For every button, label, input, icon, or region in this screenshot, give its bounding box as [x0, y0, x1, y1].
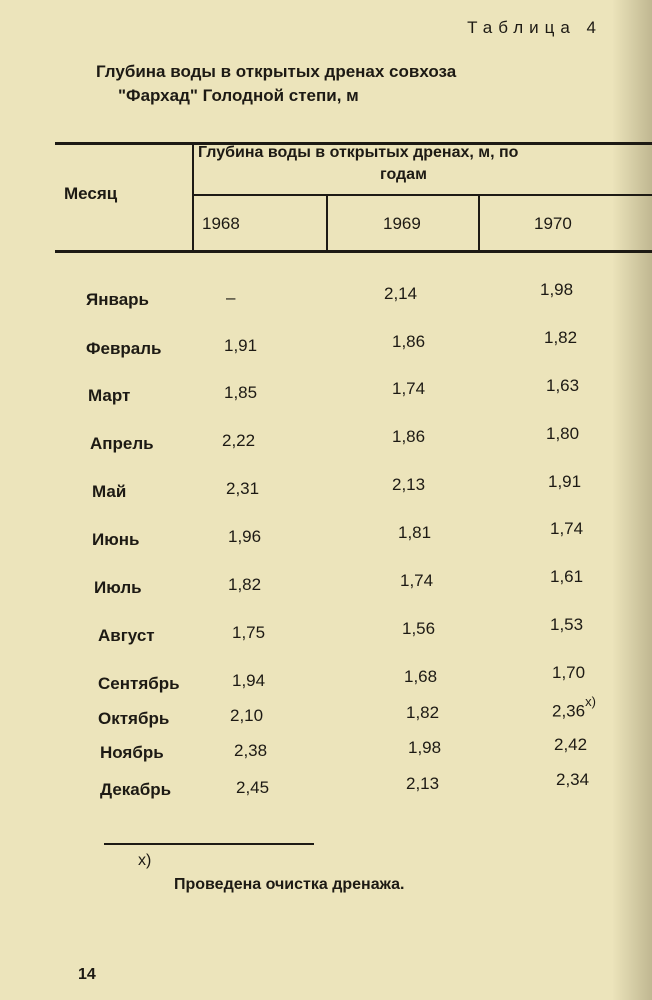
row-month: Февраль	[86, 339, 162, 358]
cell-1968: 2,31	[226, 479, 260, 498]
cell-1968: 1,75	[232, 623, 266, 642]
cell-1970: 1,61	[550, 567, 584, 586]
row-month: Декабрь	[100, 780, 172, 799]
cell-1969: 1,82	[406, 703, 440, 722]
cell-1970-value: 2,36	[552, 701, 586, 721]
cell-1969: 1,74	[392, 379, 426, 398]
row-month: Ноябрь	[100, 743, 164, 762]
cell-1968: 1,91	[224, 336, 258, 355]
cell-1969: 2,13	[392, 475, 426, 494]
cell-1968: 2,22	[222, 431, 256, 450]
row-month: Сентябрь	[98, 674, 180, 693]
cell-1969: 1,56	[402, 619, 436, 638]
month-column-separator	[192, 142, 194, 252]
cell-1968: 1,82	[228, 575, 262, 594]
footnote-text: Проведена очистка дренажа.	[174, 876, 405, 893]
header-bottom-rule	[55, 250, 652, 253]
page-edge-shadow	[612, 0, 652, 1000]
cell-1970: 1,80	[546, 424, 580, 443]
cell-1968: 1,96	[228, 527, 262, 546]
cell-1969: 2,14	[384, 284, 418, 303]
cell-1970: 1,82	[544, 328, 578, 347]
table-caption-line-1: Глубина воды в открытых дренах совхоза	[96, 62, 457, 81]
row-month: Март	[88, 386, 131, 405]
cell-1969: 1,86	[392, 332, 426, 351]
cell-1968: –	[226, 288, 236, 307]
row-month: Январь	[86, 290, 150, 309]
cell-1969: 2,13	[406, 774, 440, 793]
year-header-1969: 1969	[383, 214, 421, 233]
year-column-separator-1	[326, 196, 328, 252]
cell-1970: 1,74	[550, 519, 584, 538]
cell-1970: 1,91	[548, 472, 582, 491]
cell-1970	[552, 694, 596, 722]
page-number: 14	[78, 966, 96, 983]
row-month: Август	[98, 626, 155, 645]
row-month: Апрель	[90, 434, 154, 453]
cell-1968: 2,10	[230, 706, 264, 725]
cell-1968: 1,85	[224, 383, 258, 402]
header-divider-rule	[193, 194, 652, 196]
row-month: Октябрь	[98, 709, 170, 728]
year-column-separator-2	[478, 194, 480, 252]
cell-1970: 2,34	[556, 770, 590, 789]
depth-header-line-2: годам	[380, 166, 427, 183]
footnote-reference-mark: x)	[585, 694, 596, 709]
cell-1969: 1,86	[392, 427, 426, 446]
cell-1969: 1,68	[404, 667, 438, 686]
cell-1969: 1,81	[398, 523, 432, 542]
cell-1968: 2,38	[234, 741, 268, 760]
cell-1970: 1,53	[550, 615, 584, 634]
year-header-1970: 1970	[534, 214, 572, 233]
cell-1968: 1,94	[232, 671, 266, 690]
cell-1970: 1,70	[552, 663, 586, 682]
row-month: Июль	[94, 578, 142, 597]
cell-1969: 1,98	[408, 738, 442, 757]
row-month: Май	[92, 482, 127, 501]
row-month: Июнь	[92, 530, 140, 549]
cell-1970: 1,63	[546, 376, 580, 395]
cell-1969: 1,74	[400, 571, 434, 590]
footnote-separator-rule	[104, 843, 314, 845]
depth-header-line-1: Глубина воды в открытых дренах, м, по	[198, 144, 519, 161]
year-header-1968: 1968	[202, 214, 240, 233]
table-number-label: Таблица 4	[467, 18, 602, 37]
footnote-mark: x)	[138, 852, 152, 869]
cell-1968: 2,45	[236, 778, 270, 797]
cell-1970: 1,98	[540, 280, 574, 299]
table-caption-line-2: "Фархад" Голодной степи, м	[118, 86, 359, 105]
month-column-header: Месяц	[64, 184, 118, 203]
cell-1970: 2,42	[554, 735, 588, 754]
